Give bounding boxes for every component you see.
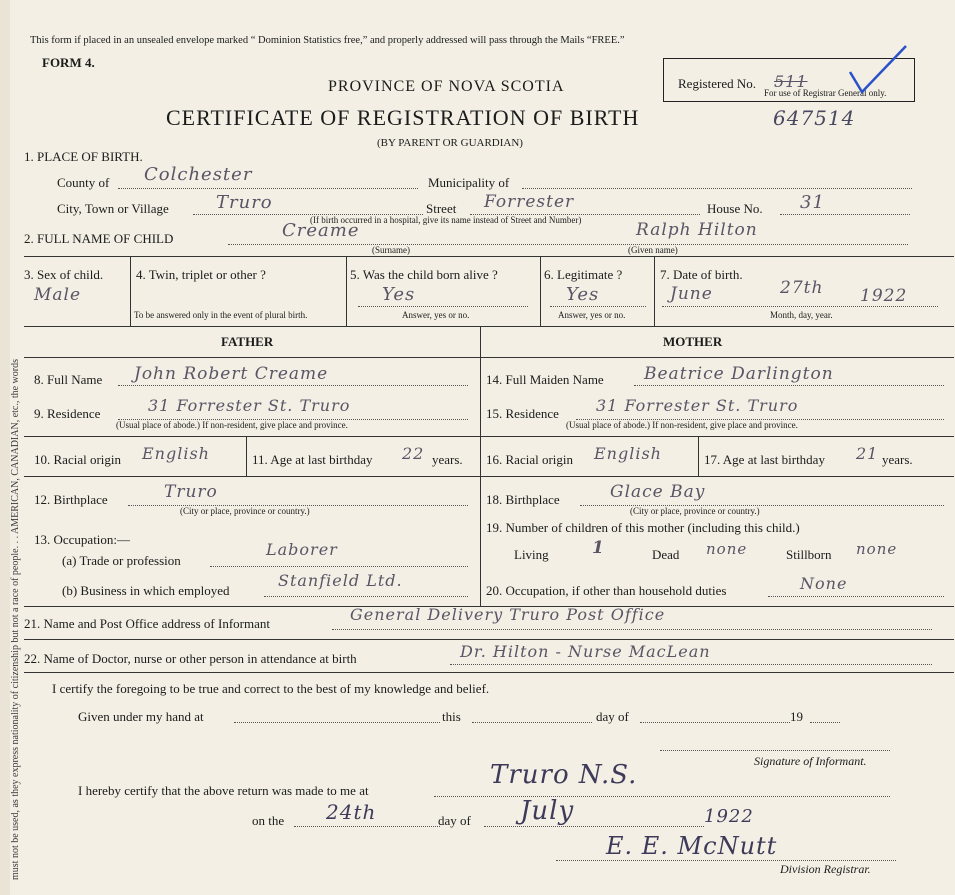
mother-age: 21 xyxy=(856,444,879,463)
informant-label: 21. Name and Post Office address of Informant xyxy=(24,616,270,631)
legitimate-note: Answer, yes or no. xyxy=(558,310,626,320)
father-occupation-label: 13. Occupation:— xyxy=(34,532,131,547)
father-birthplace-note: (City or place, province or country.) xyxy=(180,506,310,516)
mother-racial-origin: English xyxy=(594,444,662,463)
mother-occupation: None xyxy=(800,574,848,593)
mother-racial-label: 16. Racial origin xyxy=(486,452,574,467)
given-under-label: Given under my hand at xyxy=(78,709,204,724)
certificate-subtitle: (BY PARENT OR GUARDIAN) xyxy=(377,137,523,149)
doctor-names: Dr. Hilton - Nurse MacLean xyxy=(460,642,711,661)
checkmark-icon xyxy=(840,40,910,100)
mother-heading: MOTHER xyxy=(663,334,723,349)
house-label: House No. xyxy=(707,201,763,216)
mother-occupation-label: 20. Occupation, if other than household duties xyxy=(486,583,727,598)
street-value: Forrester xyxy=(484,192,575,212)
child-name-label: 2. FULL NAME OF CHILD xyxy=(24,231,174,246)
birth-month: June xyxy=(670,284,713,304)
mother-age-suffix: years. xyxy=(882,452,913,467)
certify-statement: I certify the foregoing to be true and correct to the best of my knowledge and belief. xyxy=(52,681,490,696)
mother-birthplace-label: 18. Birthplace xyxy=(486,492,560,507)
day-of-label: day of xyxy=(596,709,629,724)
division-registrar-caption: Division Registrar. xyxy=(780,862,871,876)
street-label: Street xyxy=(426,201,457,216)
house-value: 31 xyxy=(800,192,825,213)
father-birthplace-label: 12. Birthplace xyxy=(34,492,108,507)
twin-note: To be answered only in the event of plural birth. xyxy=(134,310,308,320)
date-note: Month, day, year. xyxy=(770,310,833,320)
father-age-label: 11. Age at last birthday xyxy=(252,452,373,467)
place-of-birth-heading: 1. PLACE OF BIRTH. xyxy=(24,149,143,164)
registration-day-of-label: day of xyxy=(438,813,471,828)
year-prefix: 19 xyxy=(790,709,803,724)
father-business: Stanfield Ltd. xyxy=(278,571,403,590)
hospital-note: (If birth occurred in a hospital, give its name instead of Street and Number) xyxy=(310,215,582,225)
mother-residence: 31 Forrester St. Truro xyxy=(596,396,799,415)
mother-name-label: 14. Full Maiden Name xyxy=(486,372,604,387)
stillborn-count: none xyxy=(856,540,898,558)
municipality-label: Municipality of xyxy=(428,175,510,190)
alive-label: 5. Was the child born alive ? xyxy=(350,267,498,282)
father-trade: Laborer xyxy=(266,540,338,559)
mother-birthplace: Glace Bay xyxy=(610,482,706,502)
informant-address: General Delivery Truro Post Office xyxy=(350,605,666,624)
living-label: Living xyxy=(514,547,549,562)
given-caption: (Given name) xyxy=(628,245,678,255)
alive-value: Yes xyxy=(382,284,416,305)
birth-day: 27th xyxy=(780,278,824,298)
father-name: John Robert Creame xyxy=(134,364,329,384)
father-residence-note: (Usual place of abode.) If non-resident, give place and province. xyxy=(116,420,348,430)
trade-label: (a) Trade or profession xyxy=(62,553,181,568)
dead-count: none xyxy=(706,540,748,558)
registration-place: Truro N.S. xyxy=(490,760,638,790)
father-age-suffix: years. xyxy=(432,452,463,467)
child-surname: Creame xyxy=(282,220,360,241)
registrar-signature: E. E. McNutt xyxy=(606,832,778,860)
business-label: (b) Business in which employed xyxy=(62,583,230,598)
doctor-label: 22. Name of Doctor, nurse or other person in attendance at birth xyxy=(24,651,357,666)
child-given-name: Ralph Hilton xyxy=(636,220,758,240)
father-racial-label: 10. Racial origin xyxy=(34,452,122,467)
registration-year: 1922 xyxy=(704,806,754,827)
certificate-title: CERTIFICATE OF REGISTRATION OF BIRTH xyxy=(166,105,640,130)
father-age: 22 xyxy=(402,444,425,463)
mother-maiden-name: Beatrice Darlington xyxy=(644,364,834,384)
informant-signature-caption: Signature of Informant. xyxy=(754,754,867,768)
father-residence-label: 9. Residence xyxy=(34,406,101,421)
mother-residence-note: (Usual place of abode.) If non-resident, give place and province. xyxy=(566,420,798,430)
sex-value: Male xyxy=(34,285,82,305)
form-number: FORM 4. xyxy=(42,55,95,70)
county-label: County of xyxy=(57,175,110,190)
registration-month: July xyxy=(520,796,575,826)
registered-label: Registered No. xyxy=(678,76,756,91)
mother-birthplace-note: (City or place, province or country.) xyxy=(630,506,760,516)
dead-label: Dead xyxy=(652,547,680,562)
city-label: City, Town or Village xyxy=(57,201,169,216)
father-heading: FATHER xyxy=(221,334,274,349)
certificate-page xyxy=(10,0,955,895)
legitimate-label: 6. Legitimate ? xyxy=(544,267,623,282)
this-label: this xyxy=(442,709,461,724)
city-value: Truro xyxy=(216,192,273,213)
certificate-number: 647514 xyxy=(773,106,856,130)
on-the-label: on the xyxy=(252,813,285,828)
living-count: 1 xyxy=(592,538,605,558)
mother-residence-label: 15. Residence xyxy=(486,406,559,421)
county-value: Colchester xyxy=(144,164,253,185)
edge-note: must not be used, as they express nationality of citizenship but not a race of people. . . AMERICAN, CANADIAN, etc., the words xyxy=(10,358,21,880)
registration-day: 24th xyxy=(326,800,377,824)
children-count-label: 19. Number of children of this mother (including this child.) xyxy=(486,520,800,535)
mailing-notice: This form if placed in an unsealed envelope marked “ Dominion Statistics free,” and properly addressed will pass through the Mails “FREE.” xyxy=(30,35,625,46)
date-label: 7. Date of birth. xyxy=(660,267,743,282)
surname-caption: (Surname) xyxy=(372,245,410,255)
registrar-statement: I hereby certify that the above return was made to me at xyxy=(78,783,369,798)
twin-label: 4. Twin, triplet or other ? xyxy=(136,267,266,282)
mother-age-label: 17. Age at last birthday xyxy=(704,452,825,467)
birth-year: 1922 xyxy=(860,286,908,306)
edge-text xyxy=(8,40,22,880)
registered-number: 511 xyxy=(774,72,808,91)
father-birthplace: Truro xyxy=(164,482,218,502)
stillborn-label: Stillborn xyxy=(786,547,832,562)
father-name-label: 8. Full Name xyxy=(34,372,103,387)
registered-note: For use of Registrar General only. xyxy=(764,88,887,98)
father-residence: 31 Forrester St. Truro xyxy=(148,396,351,415)
province-heading: PROVINCE OF NOVA SCOTIA xyxy=(328,78,565,95)
alive-note: Answer, yes or no. xyxy=(402,310,470,320)
legitimate-value: Yes xyxy=(566,284,600,305)
father-racial-origin: English xyxy=(142,444,210,463)
sex-label: 3. Sex of child. xyxy=(24,267,104,282)
